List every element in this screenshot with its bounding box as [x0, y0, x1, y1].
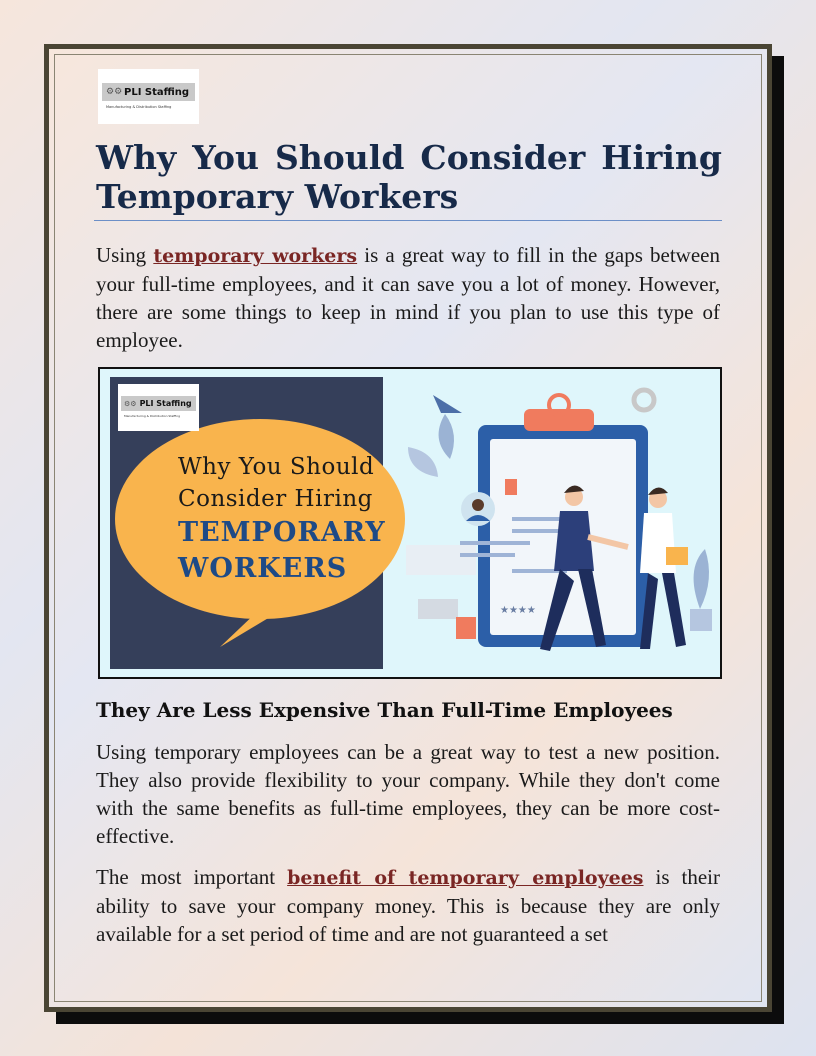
text-line-3	[460, 541, 530, 545]
banner-line-3: TEMPORARY	[178, 517, 386, 548]
banner-logo	[118, 384, 199, 431]
gear-icon	[634, 390, 654, 410]
pot-shape	[456, 617, 476, 639]
person1-jacket	[554, 511, 594, 571]
intro-paragraph	[96, 241, 720, 354]
para2-text-before: The most important	[96, 865, 288, 889]
intro-text-before: Using	[96, 243, 154, 267]
banner-logo-bar	[121, 396, 196, 411]
intro-text-after: is a great way to fill in the gaps between your full-time employees, and it can save you a lot of money. However, there are some things to keep in mind if you plan to use this type of employee.	[96, 243, 720, 352]
bookmark-icon	[505, 479, 517, 495]
logo-mark-icon: ⚙⚙	[106, 87, 123, 97]
banner-logo-tagline: Manufacturing & Distribution Staffing	[124, 414, 181, 418]
pot-right	[690, 609, 712, 631]
text-line-4	[460, 553, 515, 557]
benefit-of-temporary-employees-link[interactable]: benefit of temporary employees	[287, 867, 644, 889]
leaf-right-1	[694, 549, 709, 609]
logo-name: PLI Staffing	[124, 86, 190, 98]
section-paragraph-1: Using temporary employees can be a great way to test a new position. They also provide flexibility to your company. While they don't come with the same benefits as full-time employees, they can be more cost-effective.	[96, 740, 720, 848]
section-heading: They Are Less Expensive Than Full-Time Employees	[96, 698, 673, 722]
folder-shape	[666, 547, 688, 565]
box-shape	[418, 599, 458, 619]
person2-leg-right	[662, 573, 686, 647]
avatar-head	[472, 499, 484, 511]
article-banner-image	[98, 367, 722, 679]
banner-line-4: WORKERS	[178, 553, 348, 584]
title-divider	[94, 220, 722, 221]
banner-logo-name: PLI Staffing	[139, 399, 192, 408]
leaf-left-1	[439, 414, 454, 459]
banner-line-2: Consider Hiring	[178, 486, 373, 512]
banner-logo-mark-icon: ⚙⚙	[124, 399, 137, 408]
banner-headline	[178, 451, 418, 587]
company-logo	[98, 69, 199, 124]
banner-line-1: Why You Should	[178, 454, 375, 480]
logo-tagline: Manufacturing & Distribution Staffing	[106, 105, 172, 109]
temporary-workers-link[interactable]: temporary workers	[153, 245, 358, 267]
rating-stars: ★★★★	[500, 605, 536, 616]
logo-bar	[102, 83, 195, 101]
text-line-2	[512, 529, 562, 533]
paper-plane-icon	[433, 395, 462, 413]
clipboard-clip	[524, 409, 594, 431]
section-paragraph-2	[96, 863, 720, 948]
para2-text-after: is their ability to save your company money. This is because they are only available for a set period of time and are not guaranteed a set	[96, 865, 720, 946]
page-title: Why You Should Consider Hiring Temporary Workers	[96, 138, 722, 216]
